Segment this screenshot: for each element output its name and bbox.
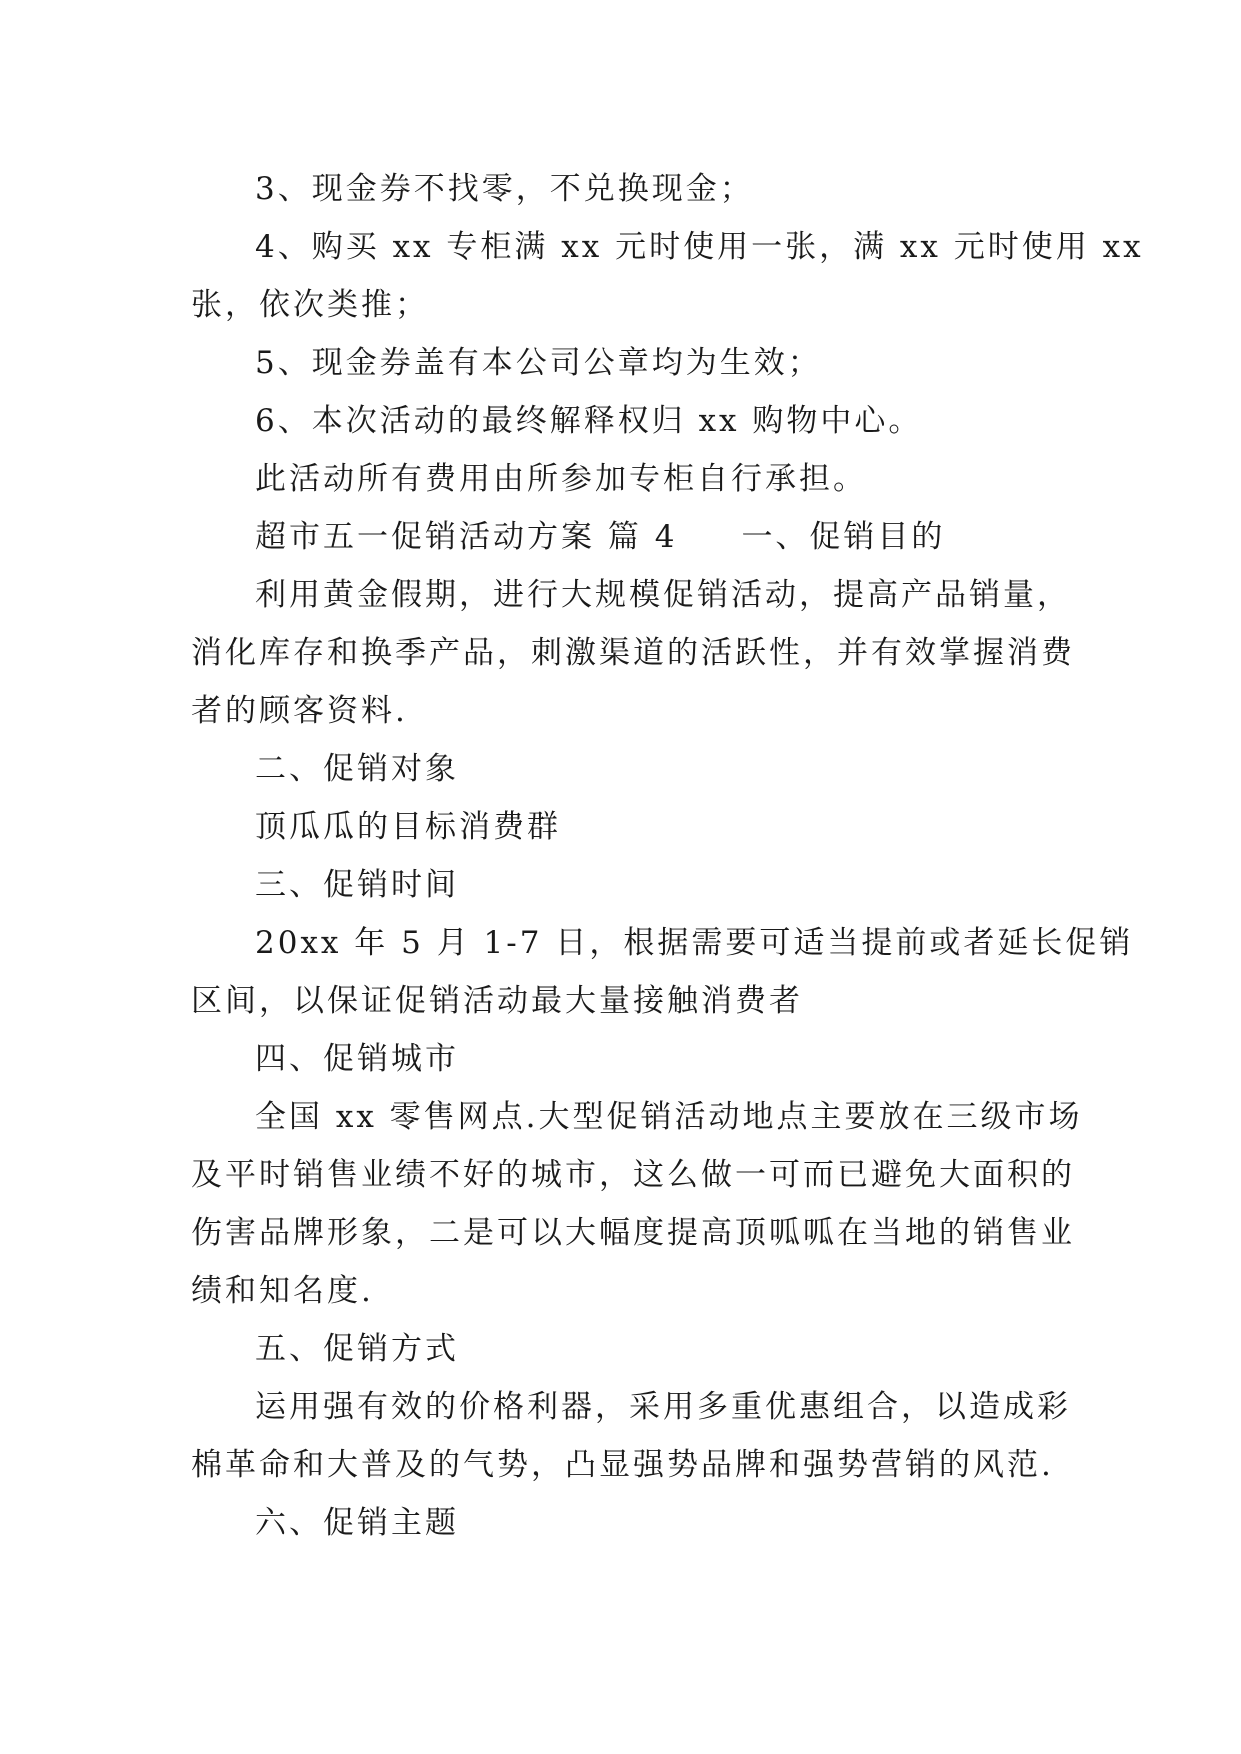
text-line: 利用黄金假期，进行大规模促销活动，提高产品销量， (255, 577, 1071, 613)
text-line: 棉革命和大普及的气势，凸显强势品牌和强势营销的风范. (191, 1447, 1054, 1483)
text-line: 顶瓜瓜的目标消费群 (255, 809, 561, 845)
text-line: 4、购买 xx 专柜满 xx 元时使用一张，满 xx 元时使用 xx (255, 229, 1144, 265)
text-line: 区间，以保证促销活动最大量接触消费者 (191, 983, 803, 1019)
section-heading: 五、促销方式 (255, 1331, 459, 1367)
text-line: 张，依次类推； (191, 287, 429, 323)
text-line: 者的顾客资料. (191, 693, 408, 729)
section-heading: 三、促销时间 (255, 867, 459, 903)
text-line: 3、现金券不找零，不兑换现金； (255, 171, 754, 207)
article-title: 超市五一促销活动方案 篇 4 (255, 519, 678, 555)
document-body (191, 160, 1144, 1552)
section-heading: 六、促销主题 (255, 1505, 459, 1541)
section-heading: 四、促销城市 (255, 1041, 459, 1077)
section-heading: 一、促销目的 (741, 519, 946, 555)
text-line: 此活动所有费用由所参加专柜自行承担。 (255, 461, 867, 497)
section-heading-line (191, 508, 1071, 566)
text-line: 运用强有效的价格利器，采用多重优惠组合，以造成彩 (255, 1389, 1071, 1425)
text-line: 6、本次活动的最终解释权归 xx 购物中心。 (255, 403, 923, 439)
text-line: 20xx 年 5 月 1-7 日，根据需要可适当提前或者延长促销 (255, 925, 1134, 961)
section-heading: 二、促销对象 (255, 751, 459, 787)
text-line: 及平时销售业绩不好的城市，这么做一可而已避免大面积的 (191, 1157, 1075, 1193)
text-line: 5、现金券盖有本公司公章均为生效； (255, 345, 822, 381)
text-line: 伤害品牌形象，二是可以大幅度提高顶呱呱在当地的销售业 (191, 1215, 1075, 1251)
text-line: 绩和知名度. (191, 1273, 374, 1309)
text-line: 消化库存和换季产品，刺激渠道的活跃性，并有效掌握消费 (191, 635, 1075, 671)
text-line: 全国 xx 零售网点.大型促销活动地点主要放在三级市场 (255, 1099, 1083, 1135)
